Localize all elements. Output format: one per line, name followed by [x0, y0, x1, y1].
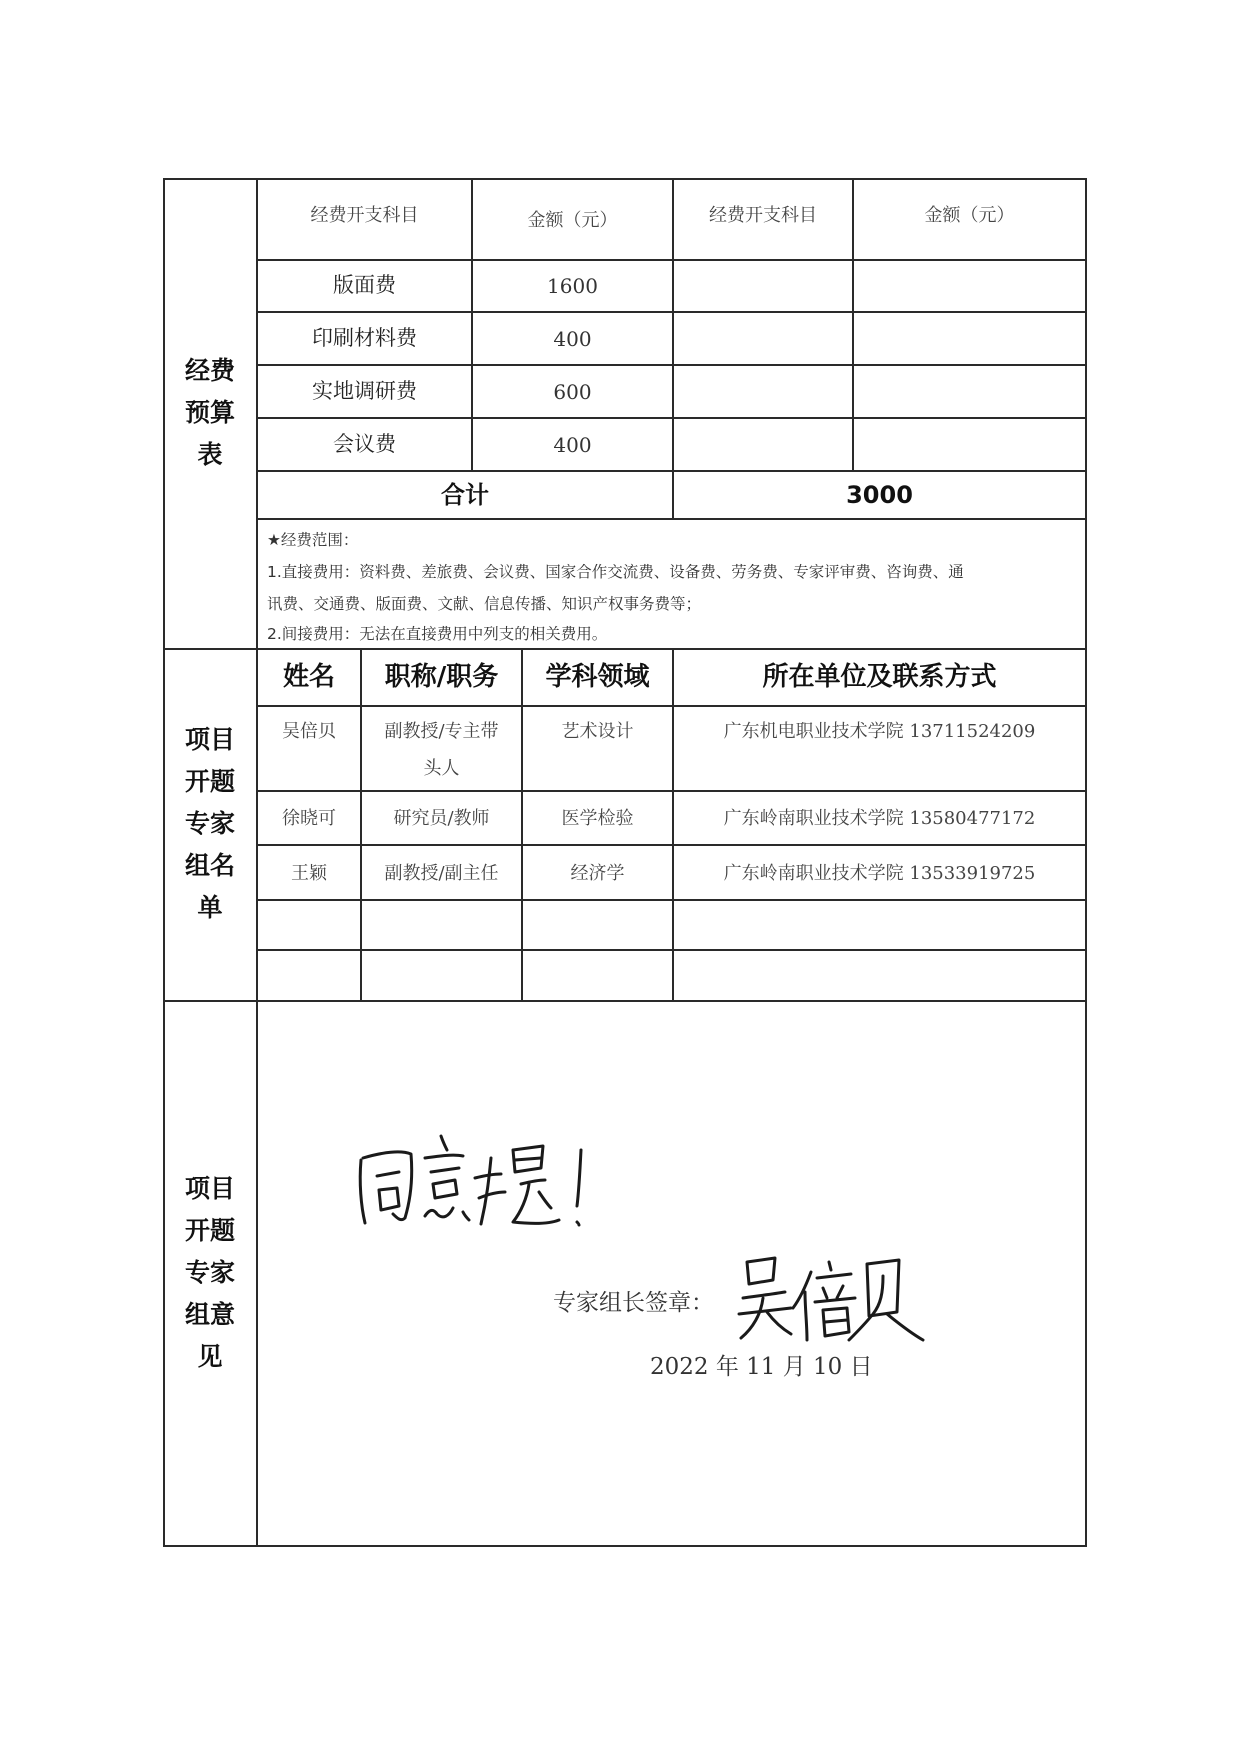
- expert-unit-contact: 广东机电职业技术学院 13711524209: [723, 721, 1036, 742]
- expert-field: 艺术设计: [561, 721, 634, 742]
- budget-amount-cell: 600: [553, 379, 592, 404]
- budget-total-label: 合计: [441, 480, 489, 509]
- expert-unit-contact: 广东岭南职业技术学院 13533919725: [723, 863, 1036, 884]
- budget-item-cell: 会议费: [333, 431, 396, 456]
- budget-note-title: ★经费范围：: [267, 531, 359, 549]
- budget-amount-cell: 1600: [547, 274, 598, 298]
- section-divider-2: [163, 1000, 1087, 1002]
- budget-header-amount-1: 金额（元）: [527, 210, 618, 232]
- signature-date: 2022 年 11 月 10 日: [650, 1354, 873, 1380]
- experts-section-label: 项目 开题 专家 组名 单: [184, 725, 235, 922]
- expert-name: 徐晓可: [282, 808, 336, 829]
- budget-amount-cell: 400: [553, 432, 592, 457]
- grid-line: [256, 518, 1087, 520]
- signature-label: 专家组长签章：: [553, 1290, 714, 1316]
- expert-field: 经济学: [570, 863, 625, 884]
- expert-leader-signature: [733, 1248, 933, 1348]
- expert-field: 医学检验: [561, 808, 634, 829]
- border-right: [1085, 178, 1087, 1547]
- expert-name: 吴倍贝: [282, 721, 336, 742]
- budget-header-item-1: 经费开支科目: [310, 205, 419, 227]
- budget-note-line: 2.间接费用：无法在直接费用中列支的相关费用。: [267, 625, 608, 643]
- expert-title: 副教授/副主任: [384, 863, 499, 884]
- budget-note-line: 1.直接费用：资料费、差旅费、会议费、国家合作交流费、设备费、劳务费、专家评审费、咨询费、通: [267, 563, 964, 581]
- budget-item-cell: 版面费: [333, 273, 396, 298]
- expert-unit-contact: 广东岭南职业技术学院 13580477172: [723, 808, 1036, 829]
- experts-header-name: 姓名: [282, 661, 335, 692]
- handwritten-opinion: [353, 1128, 593, 1238]
- experts-header-field: 学科领域: [545, 661, 650, 692]
- expert-name: 王颖: [291, 863, 327, 884]
- border-bottom: [163, 1545, 1087, 1547]
- budget-amount-cell: 400: [553, 326, 592, 351]
- experts-header-title: 职称/职务: [384, 661, 499, 692]
- budget-total-value: 3000: [846, 480, 913, 509]
- budget-section-label: 经费 预算 表: [184, 356, 235, 469]
- expert-title-continued: 头人: [423, 758, 460, 779]
- expert-title: 副教授/专主带: [384, 721, 499, 742]
- form-frame: [163, 178, 1087, 1547]
- opinion-section-label: 项目 开题 专家 组意 见: [184, 1173, 235, 1371]
- budget-item-cell: 印刷材料费: [312, 325, 417, 350]
- budget-header-item-2: 经费开支科目: [709, 205, 817, 227]
- budget-note-line: 讯费、交通费、版面费、文献、信息传播、知识产权事务费等；: [267, 595, 702, 613]
- expert-title: 研究员/教师: [393, 808, 490, 829]
- budget-header-amount-2: 金额（元）: [924, 205, 1015, 227]
- budget-item-cell: 实地调研费: [312, 378, 417, 403]
- experts-header-unit: 所在单位及联系方式: [762, 661, 997, 692]
